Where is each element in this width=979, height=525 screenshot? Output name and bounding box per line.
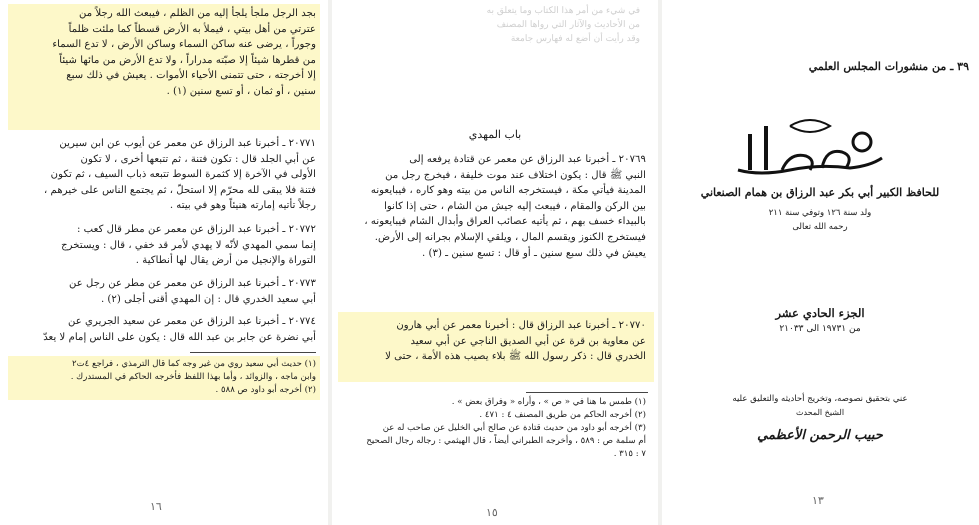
bleed-through-text [350,4,640,46]
hadith-20769 [344,152,646,261]
text-line: ٢٠٧٧٣ ـ أخبرنا عبد الرزاق عن معمر عن مطر عن رجل عن [68,278,316,289]
editor-title: الشيخ المحدث [795,408,845,417]
page-15 [330,0,660,525]
series-label: ٣٩ ـ من منشورات المجلس العلمي [808,60,969,73]
text-line: عترتي من أهل بيتي ، فيملأ به الأرض قسطاً كما ملئت ظلماً [68,23,316,35]
editor-name: حبيب الرحمن الأعظمي [757,428,883,443]
page-16 [0,0,330,525]
chapter-heading: باب المهدي [468,128,522,141]
ghost-line: في شيء من أمر هذا الكتاب وما يتعلق به [486,6,640,16]
text-line: بجد الرجل ملجأ يلجأ إليه من الظلم ، فيبعث الله رجلاً من [79,8,316,19]
footnote-separator [526,392,648,393]
footnote-line: (١) حديث أبي سعيد روي من غير وجه كما قال الترمذي ، فراجع ٤ت٢ [71,359,316,369]
text-line: عن معاوية بن قرة عن أبي الصديق الناجي عن أبي سعيد [410,335,646,347]
text-line: إلا أخرجته ، حتى تتمنى الأحياء الأموات . يعيش في ذلك سبع [66,70,316,82]
ghost-line: من الأحاديث والآثار التي رواها المصنف [496,20,640,30]
text-line: ٢٠٧٦٩ ـ أخبرنا عبد الرزاق عن معمر عن قتادة يرفعه إلى [409,154,646,165]
text-line: فيستخرج الكنوز ويقسم المال ، ويلقي الإسلام بجرانه إلى الأرض. [374,231,646,243]
author-dates: ولد سنة ١٢٦ وتوفي سنة ٢١١ [768,208,872,218]
text-line: ٢٠٧٧٠ ـ أخبرنا عبد الرزاق قال : أخبرنا معمر عن أبي هارون [396,320,646,331]
hadith-20771 [12,136,316,214]
calligraphy-ornament-icon [730,112,890,184]
text-line: الأولى في الآخرة إلا كثمرة السوط تتبعه ذباب السيف ، ثم تكون [50,169,316,181]
top-block [12,6,316,100]
text-line: أبي نضرة عن جابر بن عبد الله قال : يكون على الناس إمام لا يعدّ [43,331,316,343]
hadith-20770 [344,318,646,365]
text-line: فتنة فلا يبقى لله محرّم إلا استحلّ ، ثم يجتمع الناس على خيرهم ، [44,184,316,196]
footnote-line: أم سلمة ص : ٥٨٩ ، وأخرجه الطبراني أيضاً ، قال الهيثمي : رجاله رجال الصحيح [366,436,646,446]
text-line: يعيش في ذلك سبع سنين ـ أو قال : تسع سنين ـ (٣) . [422,247,646,259]
volume-title: الجزء الحادي عشر [775,306,865,320]
footnotes [12,358,316,397]
footnote-separator [190,352,316,353]
author-name: للحافظ الكبير أبي بكر عبد الرزاق بن همام الصنعاني [700,186,940,199]
footnote-line: وابن ماجه ، والزوائد ، وأما بهذا اللفظ فأخرجه الحاكم في المستدرك . [70,372,316,382]
text-line: رجلاً تأتيه إمارته هنيئاً وهو في بيته . [169,200,316,212]
footnote-line: ٧ : ٣١٥ . [613,449,646,459]
footnotes [344,396,646,461]
footnote-line: (٢) أخرجه أبو داود ص ٥٨٨ . [215,385,316,395]
text-line: ٢٠٧٧٢ ـ أخبرنا عبد الرزاق عن معمر عن مطر قال كعب : [77,224,316,235]
hadith-20772 [12,222,316,269]
text-line: الخدري قال : ذكر رسول الله ﷺ بلاء يصيب هذه الأمة ، حتى لا [385,351,646,363]
text-line: من قطرها شيئاً إلا صبّته مدراراً ، ولا تدع الأرض من مائها شيئاً [59,54,316,66]
hadith-20774 [12,314,316,345]
page-number: ١٣ [812,494,824,507]
page-number: ١٥ [486,506,498,519]
footnote-line: (٣) أخرجه أبو داود من حديث قتادة عن صالح أبي الخليل عن صاحب له عن [382,423,646,433]
editor-note: عني بتحقيق نصوصه، وتخريج أحاديثه والتعليق عليه [732,394,908,404]
book-title-calligraphy [730,112,890,184]
text-line: أبي سعيد الخدري قال : إن المهدي أقنى أجلى (٢) . [100,293,316,305]
text-line: المدينة فيأتي مكة ، فيستخرجه الناس من بيته وهو كاره ، فيبايعونه [370,185,646,197]
text-line: النبي ﷺ قال : يكون اختلاف عند موت خليفة ، فيخرج رجل من [385,169,646,181]
page-13 [660,0,979,525]
text-line: بين الركن والمقام ، فيبعث إليه جيش من الشام ، حتى إذا كانوا [384,200,646,212]
text-line: إنما سمي المهدي لأنّه لا يهدي لأمر قد خفي ، قال : ويستخرج [61,239,316,251]
text-line: سنين ، أو ثمان ، أو تسع سنين (١) . [166,85,316,97]
text-line: وجوراً ، يرضى عنه ساكن السماء وساكن الأرض ، لا تدع السماء [52,39,316,51]
text-line: عن أبي الجلد قال : تكون فتنة ، ثم تتبعها أخرى ، لا تكون [80,153,316,165]
page-number: ١٦ [150,500,162,513]
hadith-20773 [12,276,316,307]
footnote-line: (١) طمس ما هنا في « ص » ، وأراه « وفراق بعض » . [451,397,646,407]
text-line: ٢٠٧٧١ ـ أخبرنا عبد الرزاق عن معمر عن أيوب عن ابن سيرين [59,138,316,149]
text-line: التوراة والإنجيل من أرض يقال لها أنطاكية . [135,255,316,267]
volume-range: من ١٩٧٣١ الى ٢١٠٣٣ [779,324,861,334]
footnote-line: (٢) أخرجه الحاكم من طريق المصنف ٤ : ٤٧١ . [479,410,646,420]
author-blessing: رحمه الله تعالى [792,222,848,232]
ghost-line: وقد رأيت أن أضع له فهارس جامعة [510,34,640,44]
text-line: بالبيداء خسف بهم ، ثم يأتيه عصائب العراق وأبدال الشام فيبايعونه ، [364,216,646,228]
text-line: ٢٠٧٧٤ ـ أخبرنا عبد الرزاق عن معمر عن سعيد الجريري عن [67,316,316,327]
